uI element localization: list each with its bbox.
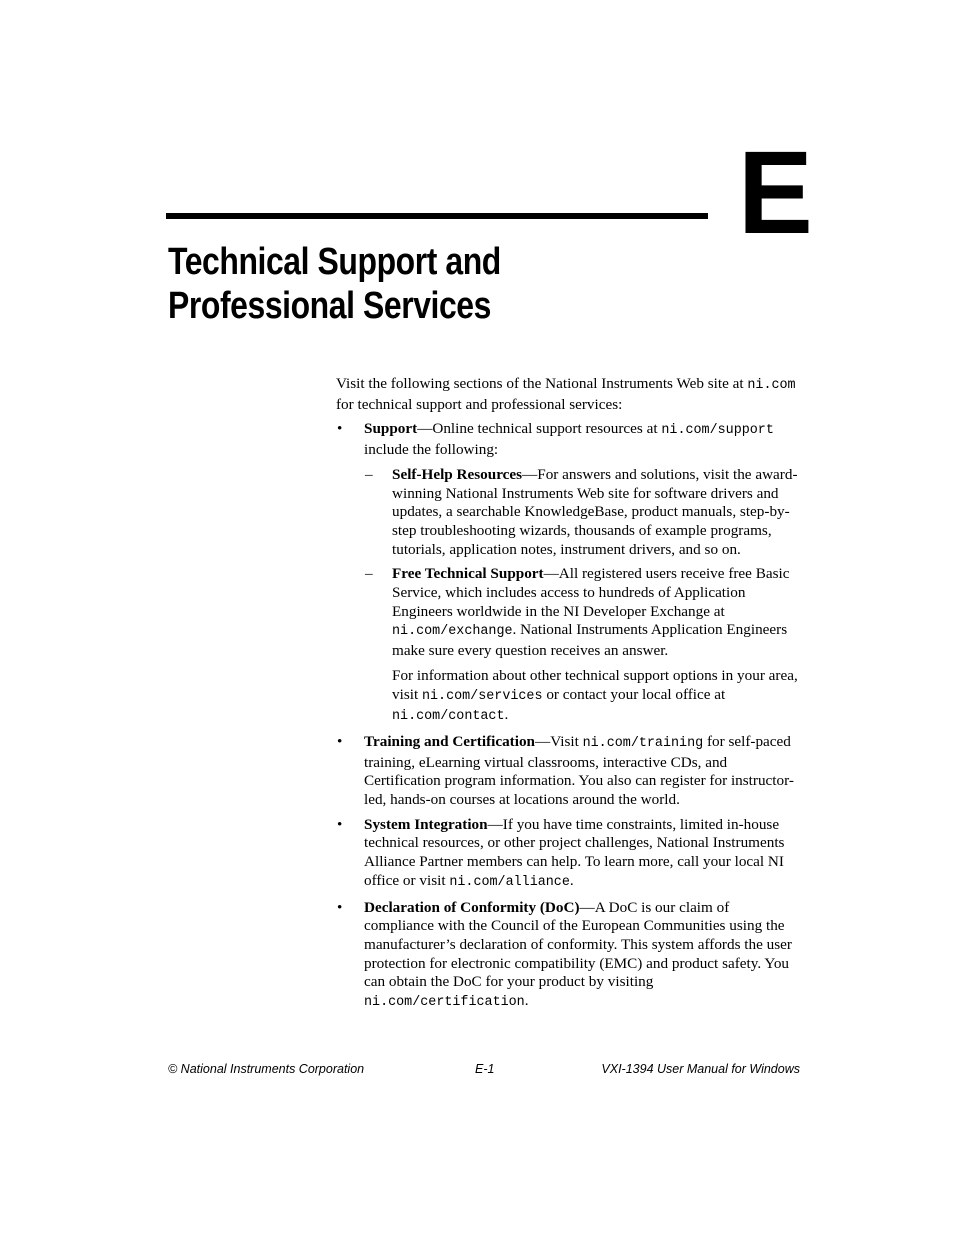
doc-heading: Declaration of Conformity (DoC) xyxy=(364,898,580,916)
bullet-icon: • xyxy=(337,815,343,833)
bullet-icon: • xyxy=(337,732,343,750)
footer-manual-title: VXI-1394 User Manual for Windows xyxy=(601,1062,800,1076)
chapter-title xyxy=(168,240,501,328)
other-info-text-end: . xyxy=(504,706,509,724)
support-text-end: include the following: xyxy=(364,441,499,459)
training-url: ni.com/training xyxy=(582,735,704,751)
free-support-text-end: . National Instruments Application Engineers make sure every question receives an answer. xyxy=(392,621,788,660)
list-item-support xyxy=(336,420,802,727)
support-text: —Online technical support resources at xyxy=(417,420,662,438)
services-url: ni.com/services xyxy=(421,688,543,704)
sublist-item-self-help xyxy=(364,466,802,560)
training-text-end: for self-paced training, eLearning virtual classrooms, interactive CDs, and Certification program information. You also can register for instructor-led, hands-on courses at locations around the world. xyxy=(364,732,794,809)
free-support-url: ni.com/exchange xyxy=(392,624,513,640)
intro-text-end: for technical support and professional services: xyxy=(336,395,623,413)
training-text: —Visit xyxy=(535,732,583,750)
chapter-letter: E xyxy=(738,127,813,259)
services-list xyxy=(336,420,802,1012)
body-text xyxy=(336,375,802,1019)
free-support-text: —All registered users receive free Basic Service, which includes access to hundreds of Application Engineers worldwide in the NI Developer Exchange at xyxy=(392,565,790,620)
list-item-doc xyxy=(336,899,802,1013)
free-support-heading: Free Technical Support xyxy=(392,565,544,583)
doc-text-end: . xyxy=(524,992,529,1010)
support-url: ni.com/support xyxy=(661,423,774,439)
integration-text: —If you have time constraints, limited in-house technical resources, or other project challenges, National Instruments Alliance Partner members can help. To learn more, call your local NI office or visit xyxy=(364,815,785,889)
chapter-title-line1: Technical Support and xyxy=(168,241,501,283)
integration-heading: System Integration xyxy=(364,815,488,833)
support-sublist xyxy=(364,466,802,661)
footer-copyright: © National Instruments Corporation xyxy=(168,1062,365,1076)
intro-text: Visit the following sections of the National Instruments Web site at xyxy=(336,375,748,392)
dash-icon: – xyxy=(365,565,373,583)
footer-page-number: E-1 xyxy=(475,1062,495,1076)
other-info-paragraph xyxy=(364,667,802,727)
chapter-rule xyxy=(166,213,708,219)
list-item-integration xyxy=(336,816,802,893)
integration-text-end: . xyxy=(569,871,574,889)
intro-paragraph xyxy=(336,375,802,414)
doc-text: —A DoC is our claim of compliance with the Council of the European Communities using the manufacturer’s declaration of conformity. This system affords the user protection for electronic compatibility (EMC) and product safety. You can obtain the DoC for your product by visiting xyxy=(364,898,792,991)
other-info-text-mid: or contact your local office at xyxy=(542,685,726,703)
support-heading: Support xyxy=(364,420,418,438)
contact-url: ni.com/contact xyxy=(392,709,505,725)
intro-url: ni.com xyxy=(747,378,796,393)
other-info-text: For information about other technical support options in your area, visit xyxy=(392,666,798,703)
sublist-item-free-support xyxy=(364,565,802,661)
bullet-icon: • xyxy=(337,420,343,438)
list-item-training xyxy=(336,733,802,810)
chapter-title-line2: Professional Services xyxy=(168,285,491,327)
certification-url: ni.com/certification xyxy=(364,995,525,1011)
alliance-url: ni.com/alliance xyxy=(449,874,570,890)
self-help-heading: Self-Help Resources xyxy=(392,465,523,483)
training-heading: Training and Certification xyxy=(364,732,535,750)
self-help-text: —For answers and solutions, visit the award-winning National Instruments Web site for software drivers and updates, a searchable KnowledgeBase, product manuals, step-by-step troubleshooting wizards, thousands of example programs, tutorials, application notes, instrument drivers, and so on. xyxy=(392,465,798,558)
bullet-icon: • xyxy=(337,898,343,916)
dash-icon: – xyxy=(365,465,373,483)
